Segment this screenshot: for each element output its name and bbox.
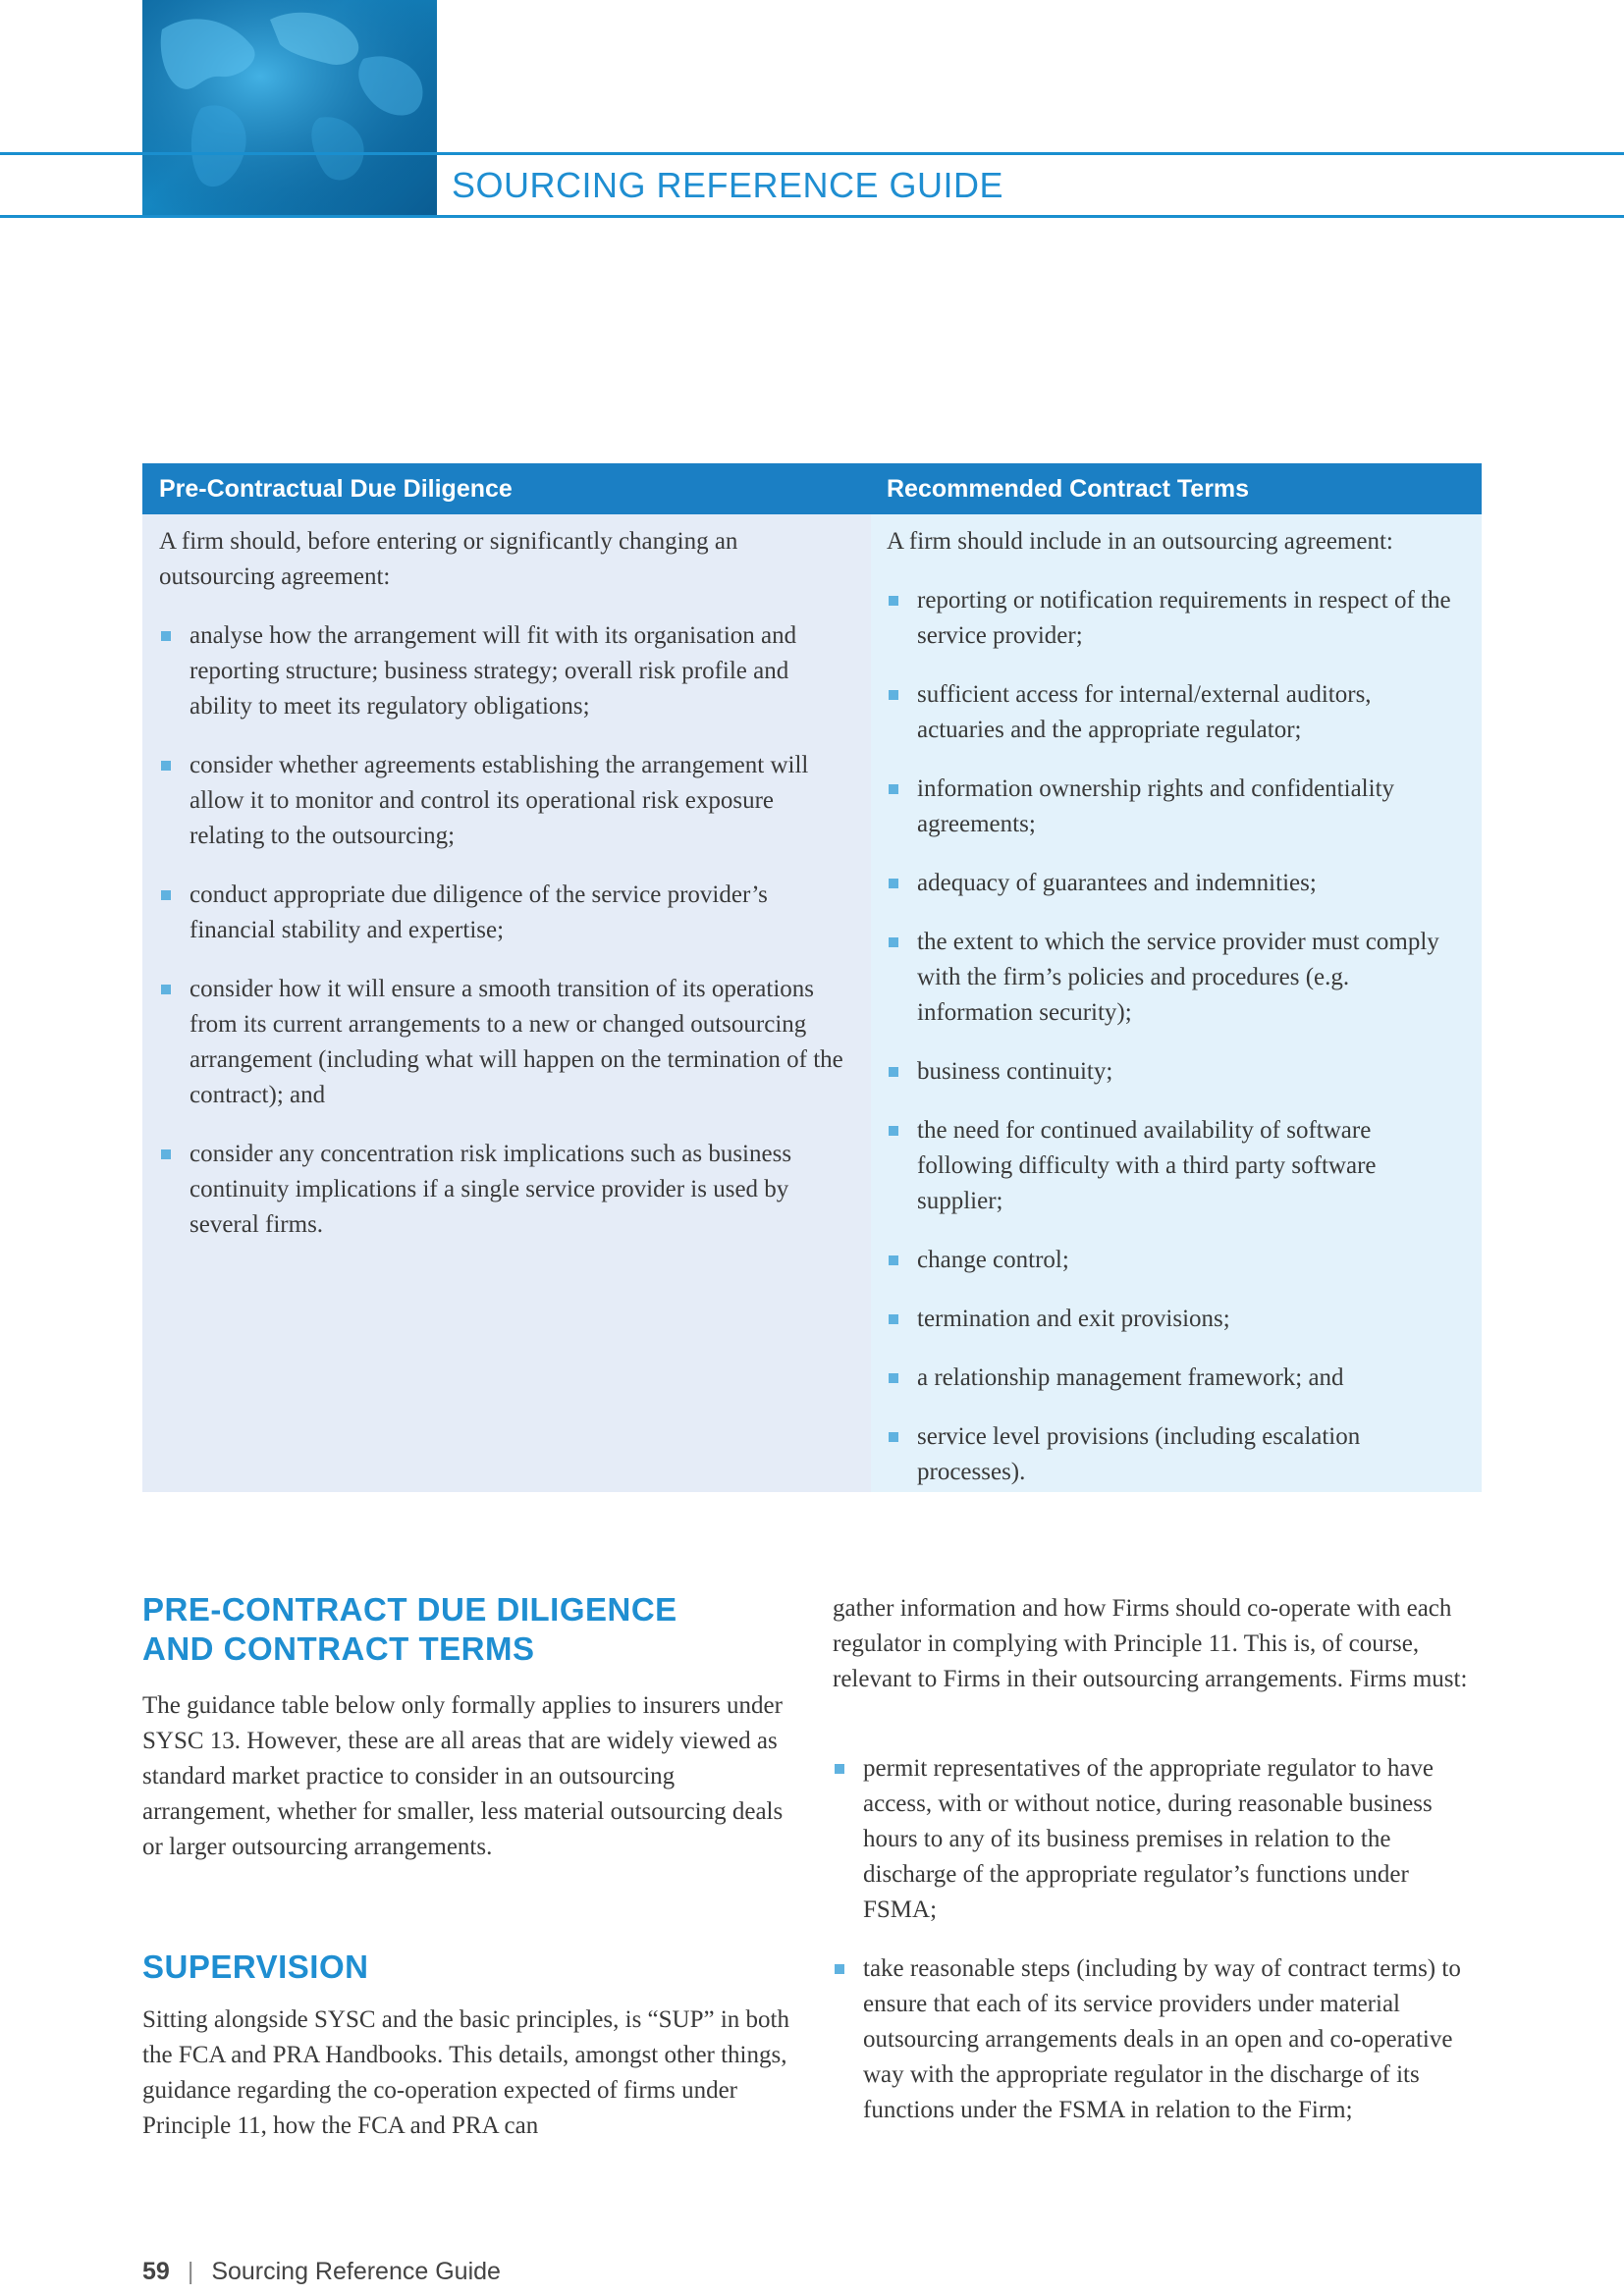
bullet-icon [889, 879, 898, 888]
list-item: consider whether agreements establishing the arrangement will allow it to monitor and control its operational risk exposure relating to the outsourcing; [159, 748, 847, 854]
bullet-icon [889, 937, 898, 947]
bullet-icon [889, 690, 898, 700]
due-diligence-body: The guidance table below only formally applies to insurers under SYSC 13. However, these are all areas that are widely viewed as standard market practice to consider in an outsourcing arrangement, whether for smaller, less material outsourcing deals or larger outsourcing arrangements. [142, 1692, 784, 1860]
bullet-icon [161, 761, 171, 771]
supervision-body: Sitting alongside SYSC and the basic principles, is “SUP” in both the FCA and PRA Handbooks. This details, amongst other things, guidance regarding the co-operation expected of firms under Principle 11, how the FCA and PRA can [142, 2006, 789, 2139]
contract-terms-list [887, 583, 1458, 1490]
list-item: conduct appropriate due diligence of the service provider’s financial stability and expertise; [159, 878, 847, 948]
section-heading-due-diligence: PRE-CONTRACT DUE DILIGENCE AND CONTRACT TERMS [142, 1591, 677, 1667]
due-diligence-column [142, 514, 871, 1492]
bullet-icon [161, 631, 171, 641]
bullet-icon [889, 1067, 898, 1077]
list-item: consider any concentration risk implications such as business continuity implications if a single service provider is used by several firms. [159, 1137, 847, 1243]
guidance-table [142, 463, 1482, 1492]
bullet-icon [161, 890, 171, 900]
list-item: information ownership rights and confidentiality agreements; [887, 772, 1458, 842]
due-diligence-list [159, 618, 847, 1243]
bullet-icon [889, 1314, 898, 1324]
due-diligence-intro: A firm should, before entering or significantly changing an outsourcing agreement: [159, 528, 738, 590]
list-item: permit representatives of the appropriate regulator to have access, with or without notice, during reasonable business hours to any of its business premises in relation to the discharge of the appropriate regulator’s functions under FSMA; [833, 1751, 1481, 1928]
list-item: service level provisions (including escalation processes). [887, 1419, 1458, 1490]
globe-image [142, 0, 437, 218]
column-heading-contract-terms: Recommended Contract Terms [887, 475, 1250, 503]
list-item: sufficient access for internal/external auditors, actuaries and the appropriate regulator; [887, 677, 1458, 748]
bullet-icon [889, 1126, 898, 1136]
bullet-icon [835, 1764, 844, 1774]
bullet-icon [835, 1964, 844, 1974]
firms-must-list [833, 1751, 1481, 2152]
page-footer [142, 2258, 501, 2286]
list-item: a relationship management framework; and [887, 1361, 1458, 1396]
bullet-icon [161, 985, 171, 994]
header-rule-bottom [0, 215, 1624, 218]
list-item: consider how it will ensure a smooth transition of its operations from its current arrangements to a new or changed outsourcing arrangement (including what will happen on the termination of the contract); and [159, 972, 847, 1113]
footer-separator: | [187, 2258, 194, 2285]
contract-terms-intro: A firm should include in an outsourcing agreement: [887, 528, 1393, 555]
contract-terms-column [871, 514, 1482, 1492]
list-item: take reasonable steps (including by way of contract terms) to ensure that each of its service providers under material outsourcing arrangements deals in an open and co-operative way with the appropriate regulator in the discharge of its functions under the FSMA in relation to the Firm; [833, 1951, 1481, 2128]
bullet-icon [889, 596, 898, 606]
bullet-icon [889, 1373, 898, 1383]
list-item: the extent to which the service provider must comply with the firm’s policies and procedures (e.g. information security); [887, 925, 1458, 1031]
column-heading-due-diligence: Pre-Contractual Due Diligence [159, 475, 513, 503]
bullet-icon [161, 1149, 171, 1159]
section-heading-supervision: SUPERVISION [142, 1949, 369, 1985]
bullet-icon [889, 1255, 898, 1265]
list-item: termination and exit provisions; [887, 1302, 1458, 1337]
world-map-graphic [142, 0, 437, 218]
bullet-icon [889, 784, 898, 794]
list-item: analyse how the arrangement will fit with its organisation and reporting structure; business strategy; overall risk profile and ability to meet its regulatory obligations; [159, 618, 847, 724]
list-item: the need for continued availability of software following difficulty with a third party software supplier; [887, 1113, 1458, 1219]
list-item: adequacy of guarantees and indemnities; [887, 866, 1458, 901]
list-item: reporting or notification requirements in respect of the service provider; [887, 583, 1458, 654]
supervision-continuation: gather information and how Firms should co-operate with each regulator in complying with Principle 11. This is, of course, relevant to Firms in their outsourcing arrangements. Firms must: [833, 1595, 1468, 1692]
bullet-icon [889, 1432, 898, 1442]
header-rule-top [0, 152, 1624, 155]
table-header [142, 463, 1482, 514]
list-item: change control; [887, 1243, 1458, 1278]
page-number: 59 [142, 2258, 170, 2285]
footer-title: Sourcing Reference Guide [211, 2258, 501, 2285]
page-title: SOURCING REFERENCE GUIDE [452, 165, 1004, 205]
list-item: business continuity; [887, 1054, 1458, 1090]
